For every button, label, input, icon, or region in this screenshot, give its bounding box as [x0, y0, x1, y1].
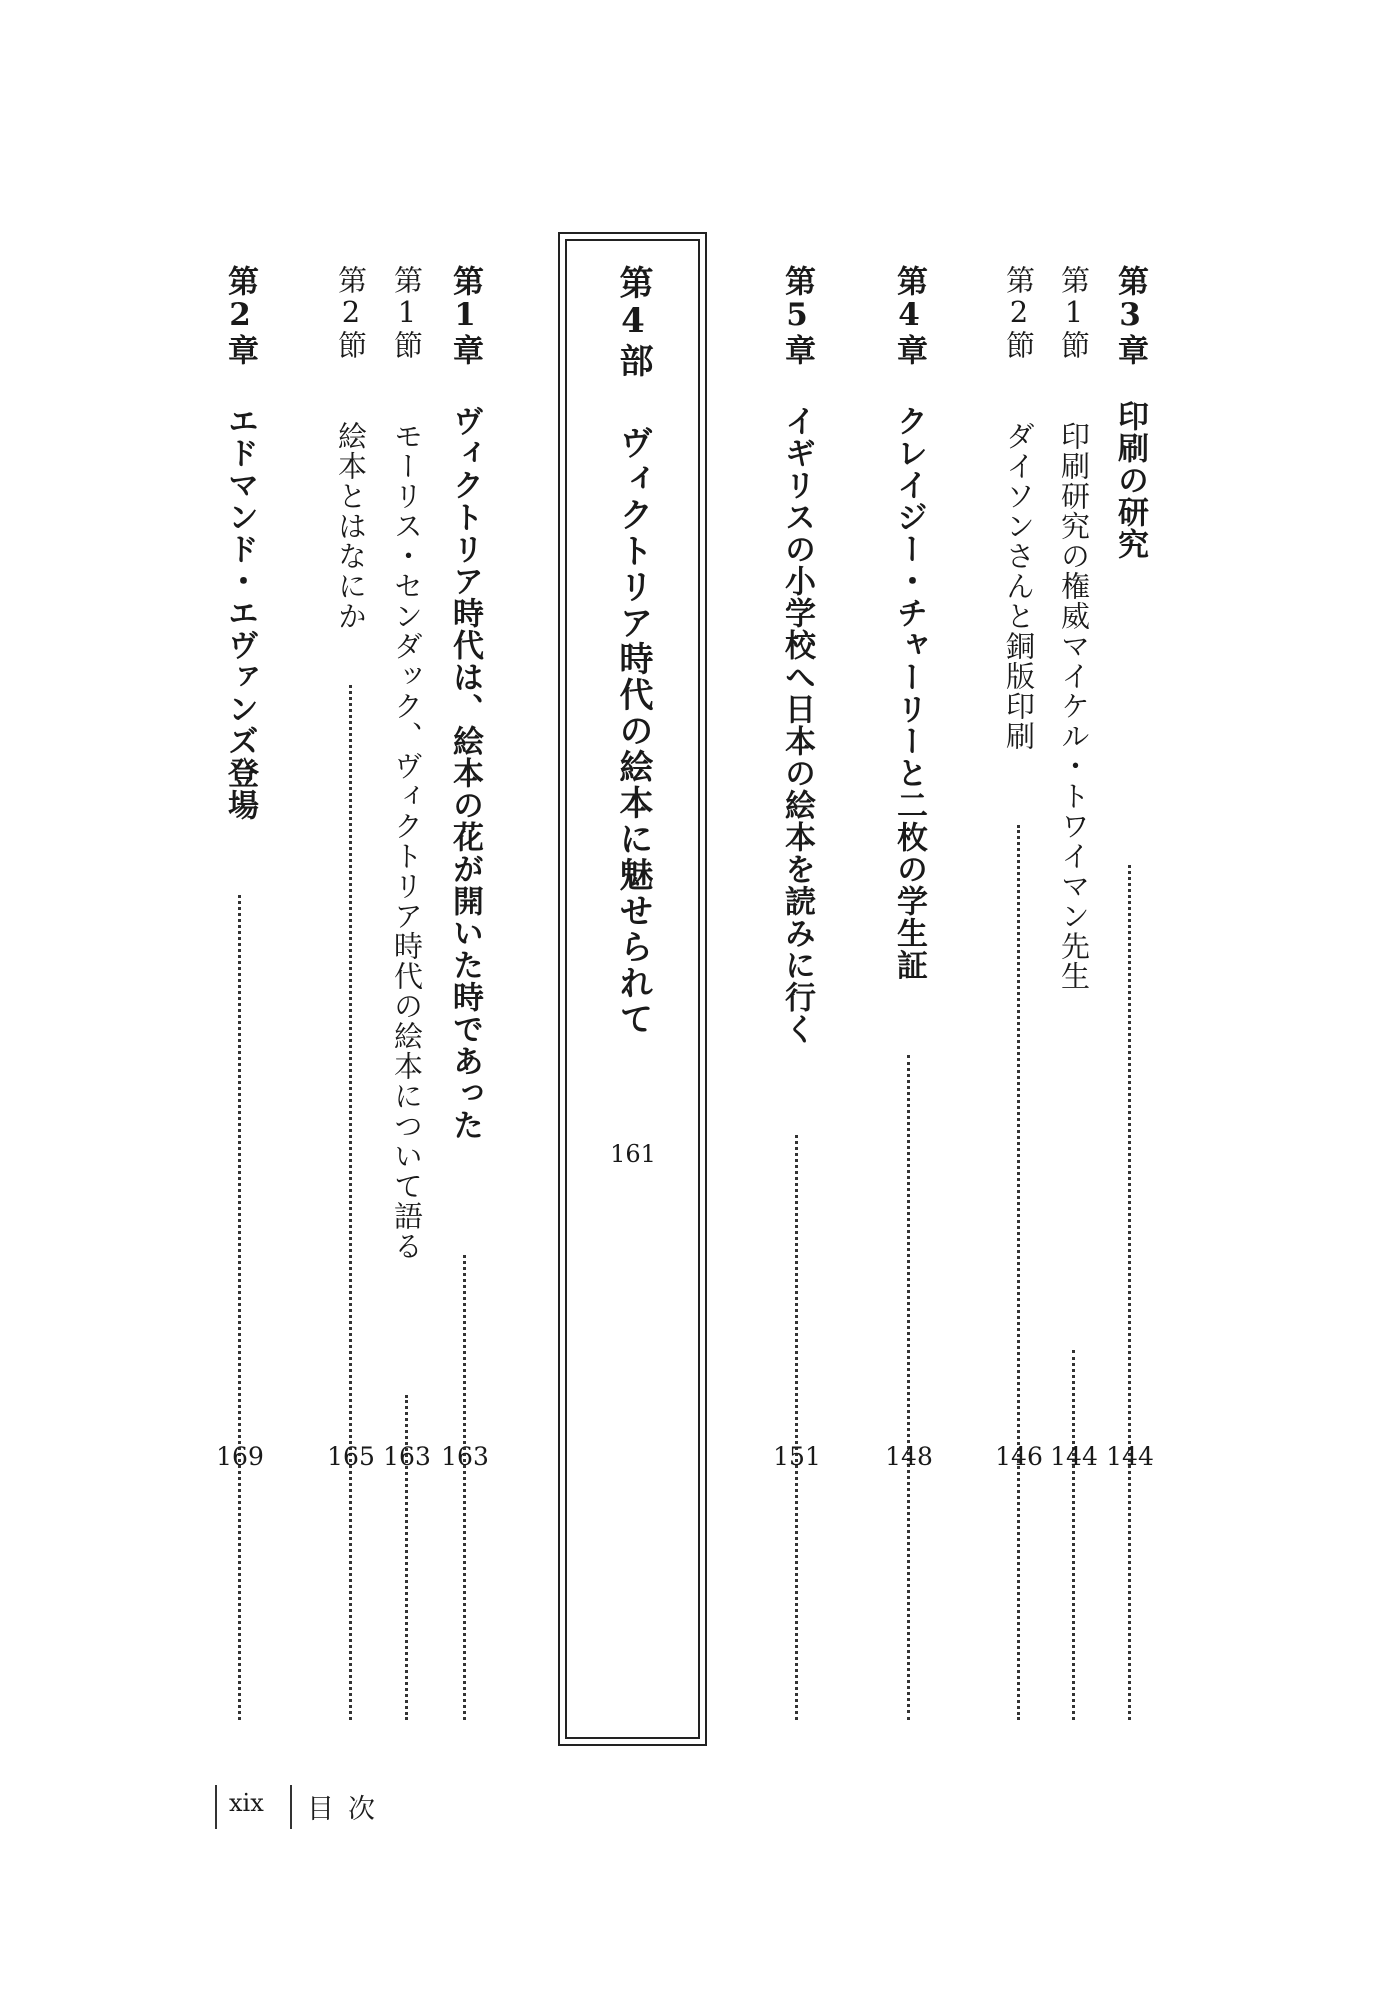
- running-title: 目次: [307, 1794, 389, 1825]
- entry-label: 第1節: [390, 265, 424, 360]
- entry-title: ヴィクトリア時代は、絵本の花が開いた時であった: [447, 405, 483, 1141]
- entry-title: クレイジー・チャーリーと二枚の学生証: [891, 405, 927, 981]
- entry-title: ダイソンさんと銅版印刷: [1002, 421, 1036, 751]
- page-number: 163: [383, 1442, 431, 1471]
- entry-title: 絵本とはなにか: [334, 421, 368, 631]
- part-page-number: 161: [610, 1140, 656, 1168]
- toc-entry-ch3-s1[interactable]: [1052, 265, 1096, 1740]
- dot-leader: [795, 1135, 798, 1720]
- part-title[interactable]: ヴィクトリア時代の絵本に魅せられて: [613, 425, 653, 1037]
- dot-leader: [1072, 1350, 1075, 1720]
- page-number: 165: [327, 1442, 375, 1471]
- entry-label: 第1章: [447, 265, 483, 366]
- entry-title: 印刷研究の権威マイケル・トワイマン先生: [1057, 421, 1091, 991]
- dot-leader: [1128, 865, 1131, 1720]
- entry-label: 第4章: [891, 265, 927, 366]
- entry-title: 印刷の研究: [1112, 400, 1148, 560]
- page-number: 144: [1106, 1442, 1154, 1471]
- entry-label: 第1節: [1057, 265, 1091, 360]
- page-number: 144: [1050, 1442, 1098, 1471]
- page-number: 169: [216, 1442, 264, 1471]
- page-folio: xix: [229, 1789, 264, 1817]
- dot-leader: [1017, 825, 1020, 1720]
- toc-entry-ch5[interactable]: [775, 265, 819, 1740]
- toc-entry-p4-ch1-s1[interactable]: [385, 265, 429, 1740]
- entry-label: 第2章: [222, 265, 258, 366]
- dot-leader: [907, 1055, 910, 1720]
- entry-title: イギリスの小学校へ日本の絵本を読みに行く: [779, 405, 815, 1045]
- entry-label: 第3章: [1112, 265, 1148, 366]
- entry-label: 第2節: [1002, 265, 1036, 360]
- footer-rule: [215, 1785, 217, 1829]
- dot-leader: [463, 1255, 466, 1720]
- page-number: 163: [441, 1442, 489, 1471]
- toc-entry-p4-ch1-s2[interactable]: [329, 265, 373, 1740]
- toc-entry-ch3-s2[interactable]: [997, 265, 1041, 1740]
- entry-title: モーリス・センダック、ヴィクトリア時代の絵本について語る: [390, 421, 424, 1261]
- entry-title: エドマンド・エヴァンズ登場: [222, 405, 258, 821]
- page-number: 148: [885, 1442, 933, 1471]
- entry-label: 第5章: [779, 265, 815, 366]
- toc-entry-p4-ch1[interactable]: [443, 265, 487, 1740]
- footer-rule: [290, 1785, 292, 1829]
- dot-leader: [349, 685, 352, 1720]
- entry-label: 第2節: [334, 265, 368, 360]
- page-number: 151: [773, 1442, 821, 1471]
- toc-entry-ch3[interactable]: [1108, 265, 1152, 1740]
- toc-entry-p4-ch2[interactable]: [218, 265, 262, 1740]
- page-number: 146: [995, 1442, 1043, 1471]
- dot-leader: [238, 895, 241, 1720]
- part-label[interactable]: 第4部: [613, 265, 653, 379]
- toc-entry-ch4[interactable]: [887, 265, 931, 1740]
